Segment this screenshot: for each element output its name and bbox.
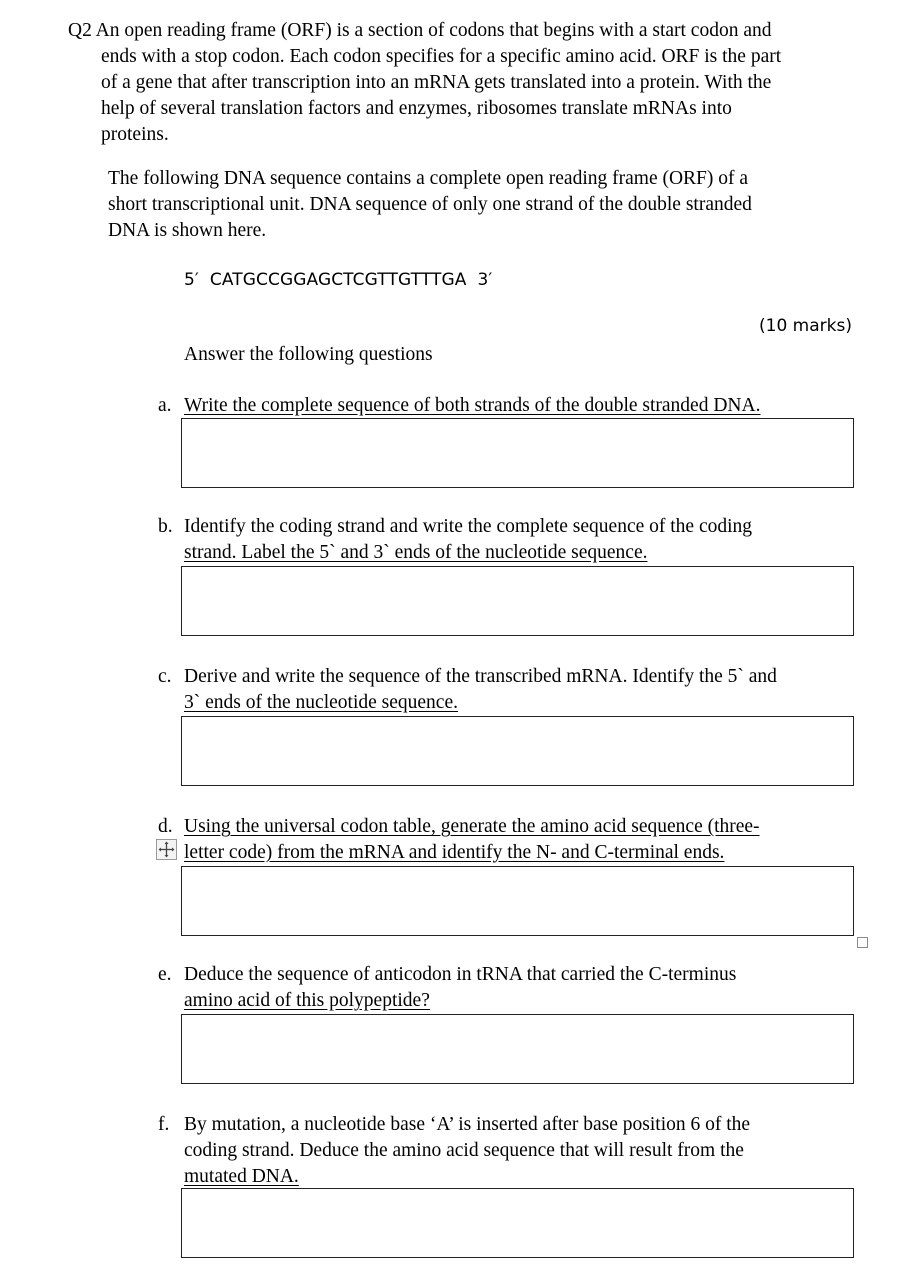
answer-box-a[interactable] — [181, 418, 854, 488]
move-arrows-icon — [157, 840, 176, 859]
question-b-line-1: Identify the coding strand and write the complete sequence of the coding — [184, 516, 753, 537]
question-d-text — [184, 814, 760, 866]
answer-box-c[interactable] — [181, 716, 854, 786]
question-f-line-3: mutated DNA. — [184, 1166, 299, 1187]
sequence-description — [108, 166, 868, 244]
question-b-line-2: strand. Label the 5` and 3` ends of the nucleotide sequence. — [184, 542, 648, 563]
instruction-text: Answer the following questions — [184, 344, 433, 365]
intro-line-5: proteins. — [101, 124, 169, 145]
question-f-letter: f. — [158, 1114, 170, 1135]
description-line-3: DNA is shown here. — [108, 220, 267, 241]
intro-line-3: of a gene that after transcription into an mRNA gets translated into a protein. With the — [101, 72, 772, 93]
resize-handle-icon[interactable] — [857, 937, 868, 948]
dna-sequence: 5′ CATGCCGGAGCTCGTTGTTTGA 3′ — [184, 270, 493, 290]
answer-box-e[interactable] — [181, 1014, 854, 1084]
question-d-line-1: Using the universal codon table, generate the amino acid sequence (three- — [184, 816, 760, 837]
answer-box-f[interactable] — [181, 1188, 854, 1258]
intro-line-4: help of several translation factors and enzymes, ribosomes translate mRNAs into — [101, 98, 732, 119]
intro-line-2: ends with a stop codon. Each codon specifies for a specific amino acid. ORF is the part — [101, 46, 782, 67]
question-c-letter: c. — [158, 666, 172, 687]
marks-label: (10 marks) — [759, 316, 852, 336]
question-d-letter: d. — [158, 816, 173, 837]
description-line-2: short transcriptional unit. DNA sequence of only one strand of the double stranded — [108, 194, 752, 215]
question-f-line-2: coding strand. Deduce the amino acid sequence that will result from the — [184, 1140, 744, 1161]
question-c-line-2: 3` ends of the nucleotide sequence. — [184, 692, 458, 713]
question-label: Q2 — [68, 20, 92, 41]
move-icon[interactable] — [156, 839, 177, 860]
question-a-text — [184, 393, 760, 419]
question-b-text — [184, 514, 752, 566]
question-a-letter: a. — [158, 395, 172, 416]
question-f-line-1: By mutation, a nucleotide base ‘A’ is inserted after base position 6 of the — [184, 1114, 751, 1135]
question-a-line-1: Write the complete sequence of both strands of the double stranded DNA. — [184, 395, 761, 416]
question-c-text — [184, 664, 777, 716]
question-e-text — [184, 962, 736, 1014]
question-e-line-2: amino acid of this polypeptide? — [184, 990, 430, 1011]
question-e-line-1: Deduce the sequence of anticodon in tRNA that carried the C-terminus — [184, 964, 737, 985]
answer-box-b[interactable] — [181, 566, 854, 636]
question-f-text — [184, 1112, 750, 1190]
question-e-letter: e. — [158, 964, 172, 985]
question-b-letter: b. — [158, 516, 173, 537]
question-c-line-1: Derive and write the sequence of the transcribed mRNA. Identify the 5` and — [184, 666, 777, 687]
question-d-line-2: letter code) from the mRNA and identify the N- and C-terminal ends. — [184, 842, 725, 863]
intro-line-1: An open reading frame (ORF) is a section of codons that begins with a start codon and — [95, 20, 772, 41]
question-intro-first-line — [68, 18, 868, 44]
question-intro — [101, 44, 871, 148]
description-line-1: The following DNA sequence contains a complete open reading frame (ORF) of a — [108, 168, 749, 189]
answer-box-d[interactable] — [181, 866, 854, 936]
